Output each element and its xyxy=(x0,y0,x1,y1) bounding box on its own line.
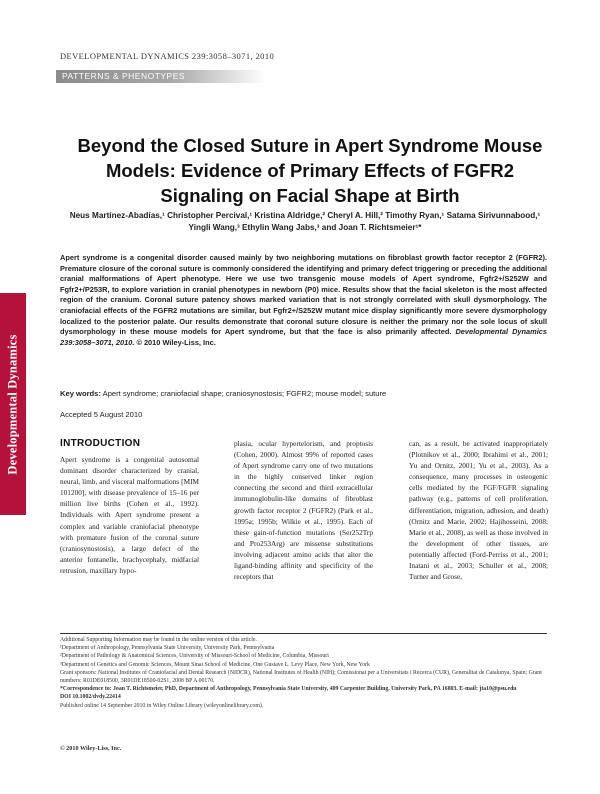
keywords-label: Key words: xyxy=(60,389,101,398)
footnotes xyxy=(60,636,547,710)
abstract-copyright: © 2010 Wiley-Liss, Inc. xyxy=(136,337,216,347)
correspondence: *Correspondence to: Joan T. Richtsmeier, PhD, Department of Anthropology, Pennsylvania State University, 409 Carpenter Building, University Park, PA 16803. E-mail: jta10@psu.edu xyxy=(60,686,517,693)
published-online: Published online 14 September 2010 in Wiley Online Library (wileyonlinelibrary.com). xyxy=(60,702,264,709)
supporting-info-note: Additional Supporting Information may be found in the online version of this article. xyxy=(60,637,257,643)
footnote-divider xyxy=(60,633,547,634)
abstract-citation: Developmental Dynamics 239:3058–3071, 2010. xyxy=(60,327,547,347)
grant-sponsors: Grant sponsors: National Institutes of Craniofacial and Dental Research (NIDCR), National Institutes of Health (NIH); Comissionat per a Universitats i Recerca (CUR), Generalitat de Catalunya, Spain; Grant numbers: R01DE018500, 3R01DE18500-02S1, 2008 BP A 00170. xyxy=(60,669,542,685)
keywords-text: Apert syndrome; craniofacial shape; craniosynostosis; FGFR2; mouse model; suture xyxy=(102,389,387,398)
introduction-heading: INTRODUCTION xyxy=(60,438,141,449)
body-column-3: can, as a result, be activated inappropriately (Plotnikov et al., 2000; Ibrahimi et al., 2001; Yu and Ornitz, 2001; Yu et al., 2003). As a consequence, many processes in osteogenic cells mediated by the FGF/FGFR signaling pathway (e.g., patterns of cell proliferation, differentiation, migration, adhesion, and death) (Ornitz and Marie, 2002; Hajihosseini, 2008; Marie et al., 2008), as well as those involved in the development of other tissues, are potentially affected (Ford-Perriss et al., 2001; Inatani et al., 2003; Schuller et al., 2008; Turner and Grose, xyxy=(409,439,548,582)
article-title: Beyond the Closed Suture in Apert Syndrome Mouse Models: Evidence of Primary Effects of FGFR2 Signaling on Facial Shape at Birth xyxy=(77,135,543,206)
body-column-2: plasia, ocular hypertelorism, and proptosis (Cohen, 2000). Almost 99% of reported cases of Apert syndrome carry one of two mutations in the highly conserved linker region connecting the second and third extracellular immunoglobulin-like domains of fibroblast growth factor receptor 2 (FGFR2) (Park et al., 1995a; 1995b; Wilkie et al., 1995). Each of these gain-of-function mutations (Ser252Trp and Pro253Arg) are missense substitutions involving adjacent amino acids that alter the ligand-binding affinity and specificity of the receptors that xyxy=(234,439,373,582)
section-label: PATTERNS & PHENOTYPES xyxy=(62,71,186,81)
page-copyright: © 2010 Wiley-Liss, Inc. xyxy=(60,745,122,752)
affiliation-3: ³Department of Genetics and Genomic Sciences, Mount Sinai School of Medicine, One Gustave L. Levy Place, New York, New York xyxy=(60,661,370,668)
accepted-date: Accepted 5 August 2010 xyxy=(60,410,143,419)
affiliation-1: ¹Department of Anthropology, Pennsylvania State University, University Park, Pennsylvania xyxy=(60,645,275,652)
section-band xyxy=(56,70,266,83)
side-label: Developmental Dynamics xyxy=(5,333,20,475)
abstract xyxy=(60,253,547,348)
body-column-1: Apert syndrome is a congenital autosomal dominant disorder characterized by cranial, neural, limb, and visceral malformations [MIM 101200], with disease prevalence of 15–16 per million live births (Cohen et al., 1992). Individuals with Apert syndrome present a complex and variable craniofacial phenotype with premature fusion of the coronal suture (craniosynostosis), a large defect of the anterior fontanelle, brachycephaly, midfacial retrusion, maxillary hypo- xyxy=(60,455,199,575)
doi: DOI 10.1002/dvdy.22414 xyxy=(60,694,121,701)
abstract-text: Apert syndrome is a congenital disorder caused mainly by two neighboring mutations on fibroblast growth factor receptor 2 (FGFR2). Premature closure of the coronal suture is commonly considered the identifying and primary defect triggering or preceding the additional cranial malformations of Apert phenotype. Here we use two transgenic mouse models of Apert syndrome, Fgfr2+/S252W and Fgfr2+/P253R, to explore variation in cranial phenotypes in newborn (P0) mice. Results show that the facial skeleton is the most affected region of the cranium. Coronal suture patency shows marked variation that is not strongly correlated with skull dysmorphology. The craniofacial effects of the FGFR2 mutations are similar, but Fgfr2+/S252W mutant mice display significantly more severe dysmorphology localized to the posterior palate. Our results demonstrate that coronal suture closure is neither the primary nor the sole locus of skull dysmorphology in these mouse models for Apert syndrome, but that the face is also primarily affected. xyxy=(60,253,547,337)
author-list: Neus Martínez-Abadías,¹ Christopher Percival,¹ Kristina Aldridge,² Cheryl A. Hill,² Timothy Ryan,¹ Satama Sirivunnabood,¹ Yingli Wang,³ Ethylin Wang Jabs,³ and Joan T. Richtsmeier¹* xyxy=(69,211,541,232)
affiliation-2: ²Department of Pathology & Anatomical Sciences, University of Missouri-School of Medicine, Columbia, Missouri xyxy=(60,653,329,660)
journal-header: DEVELOPMENTAL DYNAMICS 239:3058–3071, 2010 xyxy=(60,51,275,61)
keywords xyxy=(60,389,547,398)
